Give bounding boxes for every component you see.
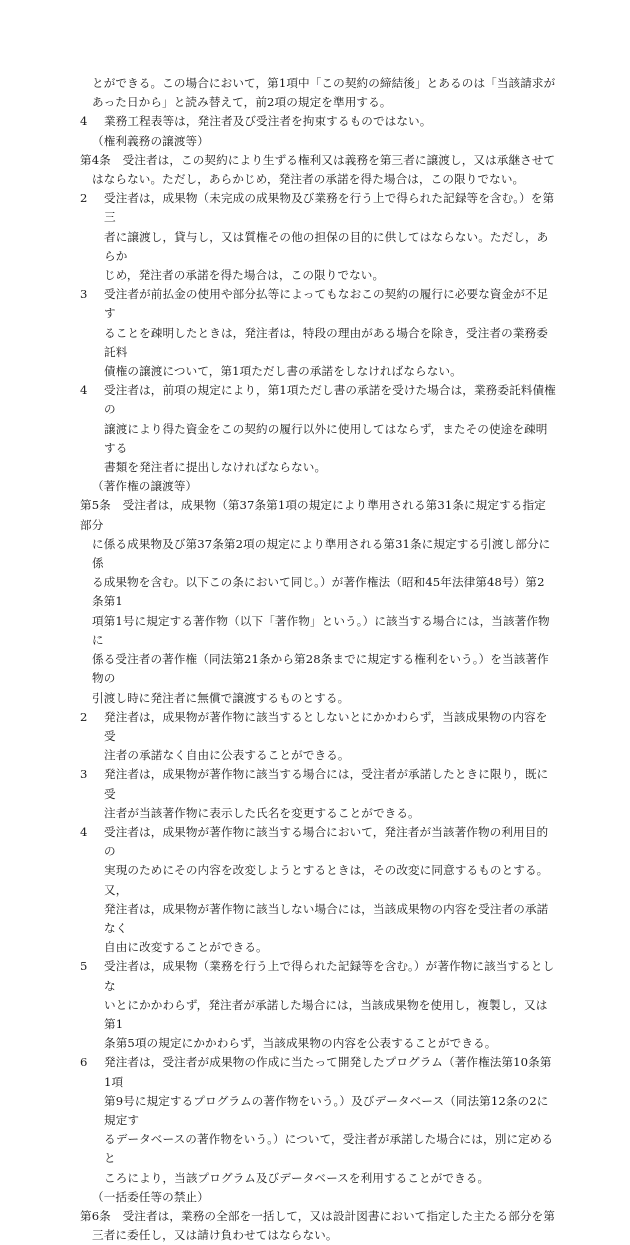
article-label: 第5条 [80, 498, 111, 513]
article5-paragraph-3 [80, 765, 556, 823]
text-line: 発注者は，成果物が著作物に該当する場合には，受注者が承諾したときに限り，既に受 [104, 767, 549, 801]
text-line: 者に譲渡し，貸与し，又は質権その他の担保の目的に供してはならない。ただし，あらか [104, 229, 549, 263]
text-line: 注者の承諾なく自由に公表することができる。 [104, 748, 350, 763]
paragraph-number: 3 [80, 767, 88, 782]
text-line: 書類を発注者に提出しなければならない。 [104, 460, 327, 475]
text-line: 発注者は，成果物が著作物に該当するとしないとにかかわらず，当該成果物の内容を受 [104, 709, 548, 743]
article5-paragraph-5 [80, 957, 556, 1053]
text-line: 譲渡により得た資金をこの契約の履行以外に使用してはならず，またその使途を疎明する [104, 421, 548, 455]
article-label: 第4条 [80, 152, 111, 167]
text-line: 受注者は，前項の規定により，第1項ただし書の承諾を受けた場合は，業務委託料債権の [104, 383, 556, 417]
paragraph-text [104, 189, 556, 285]
text-line: 受注者は，成果物が著作物に該当する場合において，発注者が当該著作物の利用目的の [104, 824, 549, 859]
article5-heading: （著作権の譲渡等） [92, 479, 198, 494]
article5-paragraph-4 [80, 823, 556, 957]
text-line: る成果物を含む。以下この条において同じ。）が著作権法（昭和45年法律第48号）第2条第1 [92, 575, 545, 609]
text-line: じめ，発注者の承諾を得た場合は，この限りでない。 [104, 268, 385, 283]
article5-paragraph-2 [80, 708, 556, 766]
text-line: 三者に委任し，又は請け負わせてはならない。 [92, 1228, 338, 1243]
text-line: 自由に改変することができる。 [104, 940, 268, 955]
article-text: 受注者は，成果物（第37条第1項の規定により準用される第31条に規定する指定部分 [80, 498, 546, 532]
article4-paragraph-3 [80, 285, 556, 381]
article4-first-line [80, 151, 556, 170]
text-line: 受注者が前払金の使用や部分払等によってもなおこの契約の履行に必要な資金が不足す [104, 287, 549, 321]
article6-first-line [80, 1207, 556, 1226]
paragraph-text: 業務工程表等は，発注者及び受注者を拘束するものではない。 [104, 114, 432, 129]
text-line: 引渡し時に発注者に無償で譲渡するものとする。 [92, 690, 350, 705]
text-line: 実現のためにその内容を改変しようとするときは，その改変に同意するものとする。又， [104, 863, 549, 897]
intro-paragraph [80, 74, 556, 112]
paragraph-text [104, 708, 556, 766]
article4-paragraph-2 [80, 189, 556, 285]
text-line: 注者が当該著作物に表示した氏名を変更することができる。 [104, 805, 420, 820]
text-line: に係る成果物及び第37条第2項の規定により準用される第31条に規定する引渡し部分に係 [92, 536, 551, 571]
article3-paragraph-4 [80, 112, 556, 131]
text-line: はならない。ただし，あらかじめ，発注者の承諾を得た場合は，この限りでない。 [92, 172, 525, 187]
paragraph-text [104, 285, 556, 381]
paragraph-number: 4 [80, 383, 88, 398]
text-line: ることを疎明したときは，発注者は，特段の理由がある場合を除き，受注者の業務委託料 [104, 325, 548, 359]
article5 [80, 496, 556, 707]
article6-heading: （一括委任等の禁止） [92, 1189, 209, 1204]
paragraph-text [104, 765, 556, 823]
paragraph-number: 6 [80, 1055, 88, 1070]
paragraph-number: 4 [80, 824, 88, 839]
paragraph-text [104, 823, 556, 957]
paragraph-text [104, 381, 556, 477]
text-line: 条第5項の規定にかかわらず，当該成果物の内容を公表することができる。 [104, 1036, 497, 1051]
paragraph-number: 3 [80, 287, 88, 302]
article4-paragraph-4 [80, 381, 556, 477]
paragraph-number: 4 [80, 114, 88, 129]
text-line: ころにより，当該プログラム及びデータベースを利用することができる。 [104, 1170, 490, 1185]
text-line: あった日から」と読み替えて，前2項の規定を準用する。 [92, 95, 392, 110]
document-body [80, 74, 556, 1245]
article5-paragraph-6 [80, 1053, 556, 1187]
text-line: 第9号に規定するプログラムの著作物をいう。）及びデータベース（同法第12条の2に規定す [104, 1093, 549, 1127]
paragraph-number: 2 [80, 191, 88, 206]
article6 [80, 1207, 556, 1245]
article-text: 受注者は，業務の全部を一括して，又は設計図書において指定した主たる部分を第 [122, 1208, 556, 1223]
text-line: 受注者は，成果物（業務を行う上で得られた記録等を含む。）が著作物に該当するとしな [104, 959, 555, 993]
text-line: 項第1号に規定する著作物（以下「著作物」という。）に該当する場合には，当該著作物に [92, 613, 550, 647]
text-line: 係る受注者の著作権（同法第21条から第28条までに規定する権利をいう。）を当該著作物の [92, 652, 549, 686]
text-line: 発注者は，成果物が著作物に該当しない場合には，当該成果物の内容を受注者の承諾なく [104, 901, 549, 935]
paragraph-number: 2 [80, 709, 88, 724]
text-line: いとにかかわらず，発注者が承諾した場合には，当該成果物を使用し，複製し，又は第1 [104, 997, 548, 1031]
paragraph-text [104, 957, 556, 1053]
article-label: 第6条 [80, 1208, 111, 1223]
article4-heading: （権利義務の譲渡等） [92, 133, 209, 148]
paragraph-number: 5 [80, 959, 88, 974]
text-line: 発注者は，受注者が成果物の作成に当たって開発したプログラム（著作権法第10条第1項 [104, 1055, 552, 1089]
text-line: るデータベースの著作物をいう。）について，受注者が承諾した場合には，別に定めると [104, 1132, 554, 1166]
text-line: 受注者は，成果物（未完成の成果物及び業務を行う上で得られた記録等を含む。）を第三 [104, 191, 555, 225]
text-line: とができる。この場合において，第1項中「この契約の締結後」とあるのは「当該請求が [92, 76, 556, 90]
paragraph-text [104, 1053, 556, 1187]
article-text: 受注者は，この契約により生ずる権利又は義務を第三者に譲渡し，又は承継させて [122, 152, 556, 167]
article5-first-line [80, 496, 556, 534]
text-line: 債権の譲渡について，第1項ただし書の承諾をしなければならない。 [104, 364, 462, 379]
article4 [80, 151, 556, 189]
